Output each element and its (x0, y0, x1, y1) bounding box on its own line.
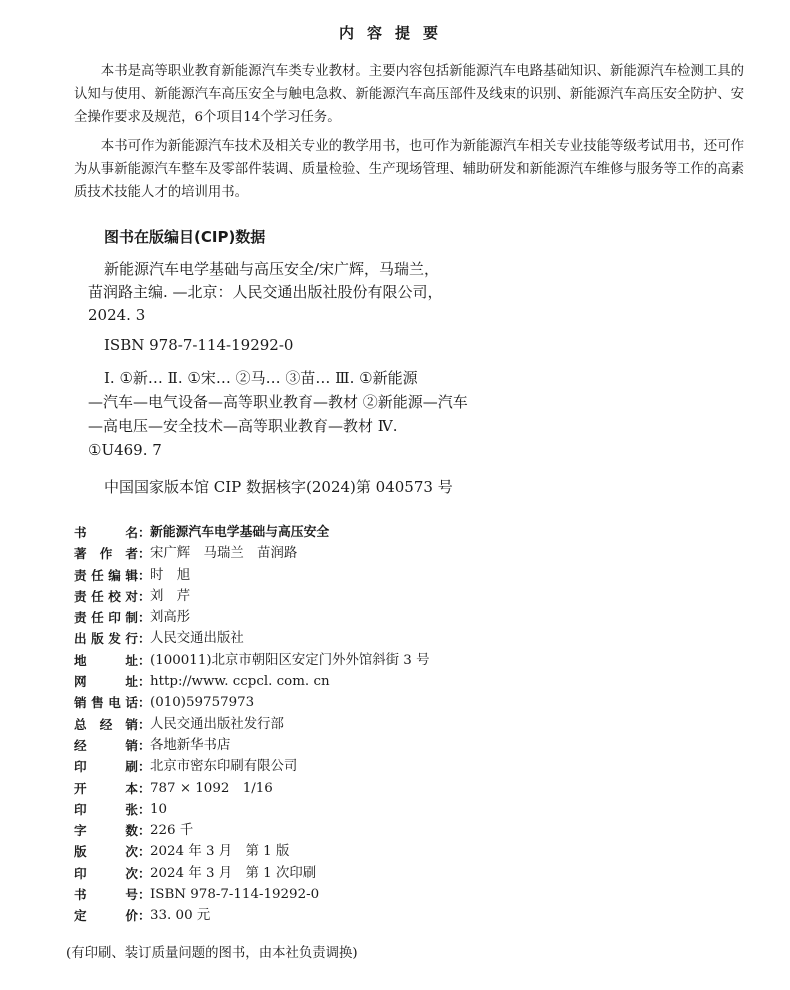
info-key: 网 址 (74, 674, 138, 690)
info-value: (100011)北京市朝阳区安定门外外馆斜街 3 号 (150, 652, 430, 668)
info-row (74, 586, 714, 607)
info-row (74, 884, 714, 905)
info-value: ISBN 978-7-114-19292-0 (150, 887, 320, 903)
info-key: 版 次 (74, 844, 138, 860)
info-key: 印 次 (74, 865, 138, 881)
info-colon: ： (138, 737, 151, 753)
info-key: 书 号 (74, 887, 138, 903)
info-row (74, 650, 714, 671)
info-value: 刘 芹 (150, 588, 191, 604)
summary-heading: 内容提要 (338, 24, 451, 42)
info-value: 2024 年 3 月 第 1 次印刷 (150, 865, 317, 881)
info-key: 地 址 (74, 652, 138, 668)
info-key: 印 刷 (74, 759, 138, 775)
info-row (74, 841, 714, 862)
info-value: 人民交通出版社发行部 (150, 716, 284, 732)
cip-title: 图书在版编目(CIP)数据 (104, 228, 266, 246)
info-value: 人民交通出版社 (150, 631, 244, 647)
info-row (74, 671, 714, 692)
abstract (74, 60, 744, 210)
classification-line: ①U469. 7 (88, 441, 162, 459)
info-key: 书 名 (74, 525, 138, 540)
info-value: (010)59757973 (150, 695, 255, 711)
cip-entry-line: 新能源汽车电学基础与高压安全/宋广辉，马瑞兰， (104, 260, 440, 278)
info-value: 新能源汽车电学基础与高压安全 (150, 525, 330, 540)
info-colon: ： (138, 631, 151, 647)
publication-info (74, 522, 714, 927)
info-value: http://www. ccpcl. com. cn (150, 674, 330, 690)
info-colon: ： (138, 588, 151, 604)
info-colon: ： (138, 780, 151, 796)
info-value: 刘高彤 (150, 610, 191, 626)
info-row (74, 820, 714, 841)
info-row (74, 692, 714, 713)
quality-notice: (有印刷、装订质量问题的图书，由本社负责调换) (66, 946, 358, 961)
info-row (74, 799, 714, 820)
info-colon: ： (138, 865, 151, 881)
info-value: 各地新华书店 (150, 737, 231, 753)
info-colon: ： (138, 695, 151, 711)
cip-approval-number: 中国国家版本馆 CIP 数据核字(2024)第 040573 号 (104, 478, 453, 496)
info-colon: ： (138, 546, 151, 562)
cip-isbn: ISBN 978-7-114-19292-0 (104, 336, 294, 354)
info-value: 33. 00 元 (150, 908, 211, 924)
info-colon: ： (138, 674, 151, 690)
cip-entry-line: 苗润路主编. —北京：人民交通出版社股份有限公司， (88, 283, 443, 301)
cip-entry (88, 258, 508, 327)
info-key: 销 售 电 话 (74, 695, 138, 711)
info-row (74, 778, 714, 799)
info-row (74, 565, 714, 586)
info-colon: ： (138, 525, 151, 540)
classification-line: —高电压—安全技术—高等职业教育—教材 Ⅳ. (88, 417, 398, 435)
info-key: 著 作 者 (74, 546, 138, 562)
info-key: 责 任 编 辑 (74, 567, 138, 583)
info-row (74, 522, 714, 543)
info-row (74, 863, 714, 884)
abstract-paragraph: 本书可作为新能源汽车技术及相关专业的教学用书，也可作为新能源汽车相关专业技能等级考试用书，还可作为从事新能源汽车整车及零部件装调、质量检验、生产现场管理、辅助研发和新能源汽车维修与服务等工作的高素质技术技能人才的培训用书。 (74, 139, 744, 200)
info-colon: ： (138, 716, 151, 732)
info-key: 定 价 (74, 908, 138, 924)
cip-classification (88, 366, 508, 462)
cip-entry-line: 2024. 3 (88, 306, 146, 324)
info-colon: ： (138, 652, 151, 668)
info-value: 787 × 1092 1/16 (150, 780, 273, 796)
info-key: 经 销 (74, 737, 138, 753)
info-key: 责 任 校 对 (74, 588, 138, 604)
info-row (74, 756, 714, 777)
info-value: 226 千 (150, 823, 194, 839)
info-row (74, 607, 714, 628)
info-colon: ： (138, 823, 151, 839)
classification-line: Ⅰ. ①新… Ⅱ. ①宋… ②马… ③苗… Ⅲ. ①新能源 (104, 369, 418, 387)
info-key: 开 本 (74, 780, 138, 796)
info-colon: ： (138, 610, 151, 626)
info-value: 2024 年 3 月 第 1 版 (150, 844, 290, 860)
info-key: 印 张 (74, 801, 138, 817)
abstract-paragraph: 本书是高等职业教育新能源汽车类专业教材。主要内容包括新能源汽车电路基础知识、新能源汽车检测工具的认知与使用、新能源汽车高压安全与触电急救、新能源汽车高压部件及线束的识别、新能源汽车高压安全防护、安全操作要求及规范，6个项目14个学习任务。 (74, 64, 744, 125)
info-value: 宋广辉 马瑞兰 苗润路 (150, 546, 298, 562)
info-key: 责 任 印 制 (74, 610, 138, 626)
classification-line: —汽车—电气设备—高等职业教育—教材 ②新能源—汽车 (88, 393, 468, 411)
info-key: 出 版 发 行 (74, 631, 138, 647)
info-value: 时 旭 (150, 567, 191, 583)
info-key: 总 经 销 (74, 716, 138, 732)
info-row (74, 905, 714, 926)
info-colon: ： (138, 844, 151, 860)
info-row (74, 735, 714, 756)
info-value: 10 (150, 801, 168, 817)
info-row (74, 543, 714, 564)
info-colon: ： (138, 759, 151, 775)
info-row (74, 714, 714, 735)
info-row (74, 628, 714, 649)
info-value: 北京市密东印刷有限公司 (150, 759, 298, 775)
info-colon: ： (138, 801, 151, 817)
info-colon: ： (138, 567, 151, 583)
info-colon: ： (138, 908, 151, 924)
info-colon: ： (138, 887, 151, 903)
info-key: 字 数 (74, 823, 138, 839)
